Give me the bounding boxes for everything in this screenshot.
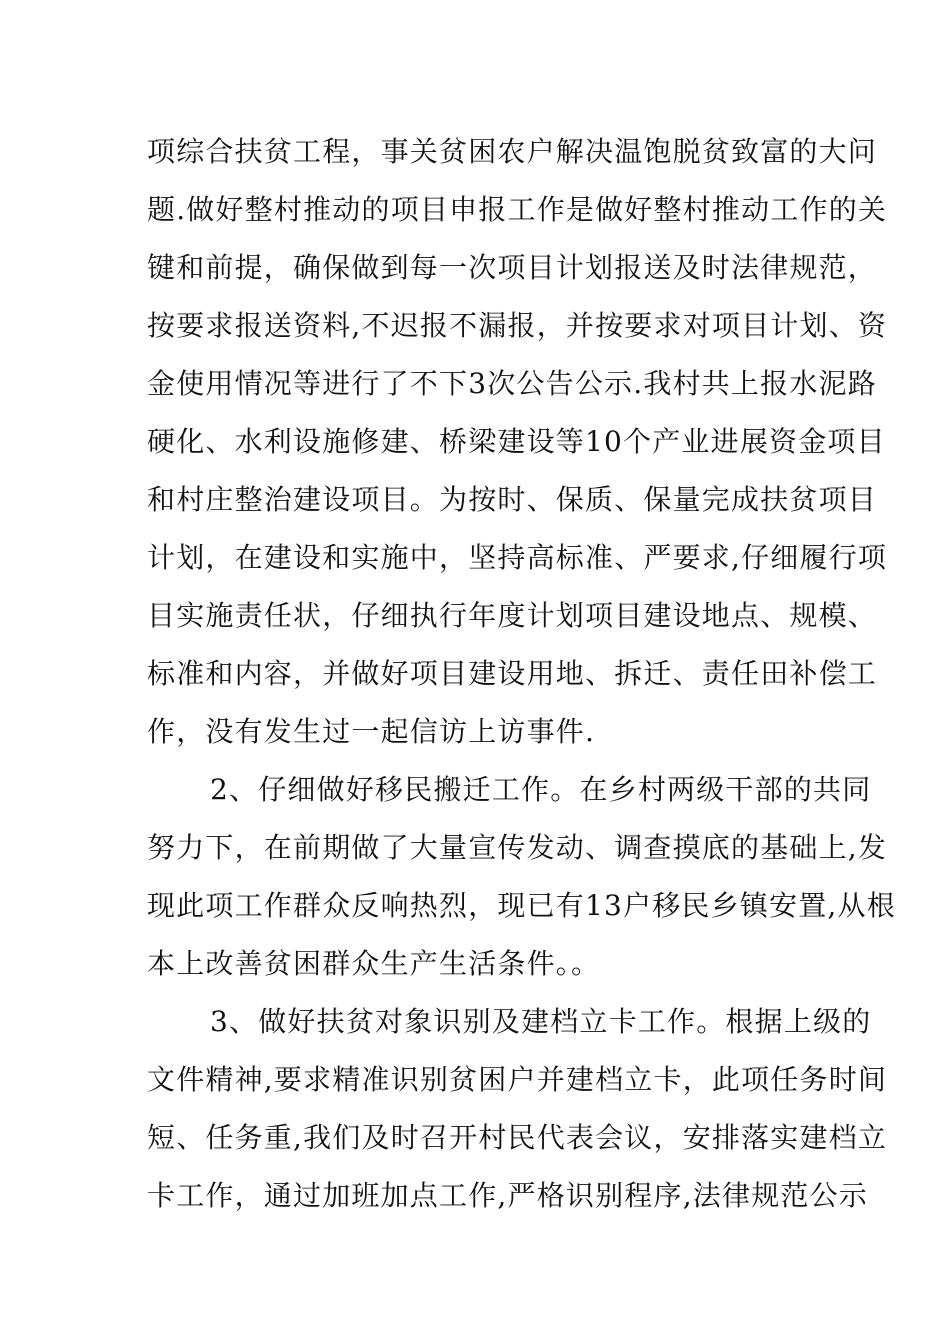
paragraph-3-line-4: 卡工作，通过加班加点工作,严格识别程序,法律规范公示	[147, 1179, 869, 1212]
paragraph-1-line-3: 键和前提，确保做到每一次项目计划报送及时法律规范，	[147, 251, 878, 284]
paragraph-2-line-4: 本上改善贫困群众生产生活条件。。	[147, 947, 601, 980]
paragraph-1-line-11: 作，没有发生过一起信访上访事件.	[147, 715, 596, 748]
paragraph-1-line-2: 题.做好整村推动的项目申报工作是做好整村推动工作的关	[147, 193, 888, 226]
paragraph-1-line-5: 金使用情况等进行了不下3次公告公示.我村共上报水泥路	[147, 367, 877, 400]
paragraph-2-line-3: 现此项工作群众反响热烈，现已有13户移民乡镇安置,从根	[147, 889, 896, 922]
paragraph-1-line-8: 计划，在建设和实施中，坚持高标准、严要求,仔细履行项	[147, 541, 888, 574]
paragraph-1-line-7: 和村庄整治建设项目。为按时、保质、保量完成扶贫项目	[147, 483, 878, 516]
paragraph-1-line-1: 项综合扶贫工程，事关贫困农户解决温饱脱贫致富的大问	[147, 135, 878, 168]
paragraph-1-line-9: 目实施责任状，仔细执行年度计划项目建设地点、规模、	[147, 599, 878, 632]
paragraph-1-line-4: 按要求报送资料,不迟报不漏报，并按要求对项目计划、资	[147, 309, 888, 342]
paragraph-3-line-1: 3、做好扶贫对象识别及建档立卡工作。根据上级的	[210, 1005, 872, 1038]
paragraph-2-line-2: 努力下，在前期做了大量宣传发动、调查摸底的基础上,发	[147, 831, 888, 864]
paragraph-2-line-1: 2、仔细做好移民搬迁工作。在乡村两级干部的共同	[210, 773, 872, 806]
paragraph-1-line-6: 硬化、水利设施修建、桥梁建设等10个产业进展资金项目	[147, 425, 886, 458]
paragraph-3-line-3: 短、任务重,我们及时召开村民代表会议，安排落实建档立	[147, 1121, 888, 1154]
paragraph-3-line-2: 文件精神,要求精准识别贫困户并建档立卡，此项任务时间	[147, 1063, 888, 1096]
paragraph-1-line-10: 标准和内容，并做好项目建设用地、拆迁、责任田补偿工	[147, 657, 878, 690]
